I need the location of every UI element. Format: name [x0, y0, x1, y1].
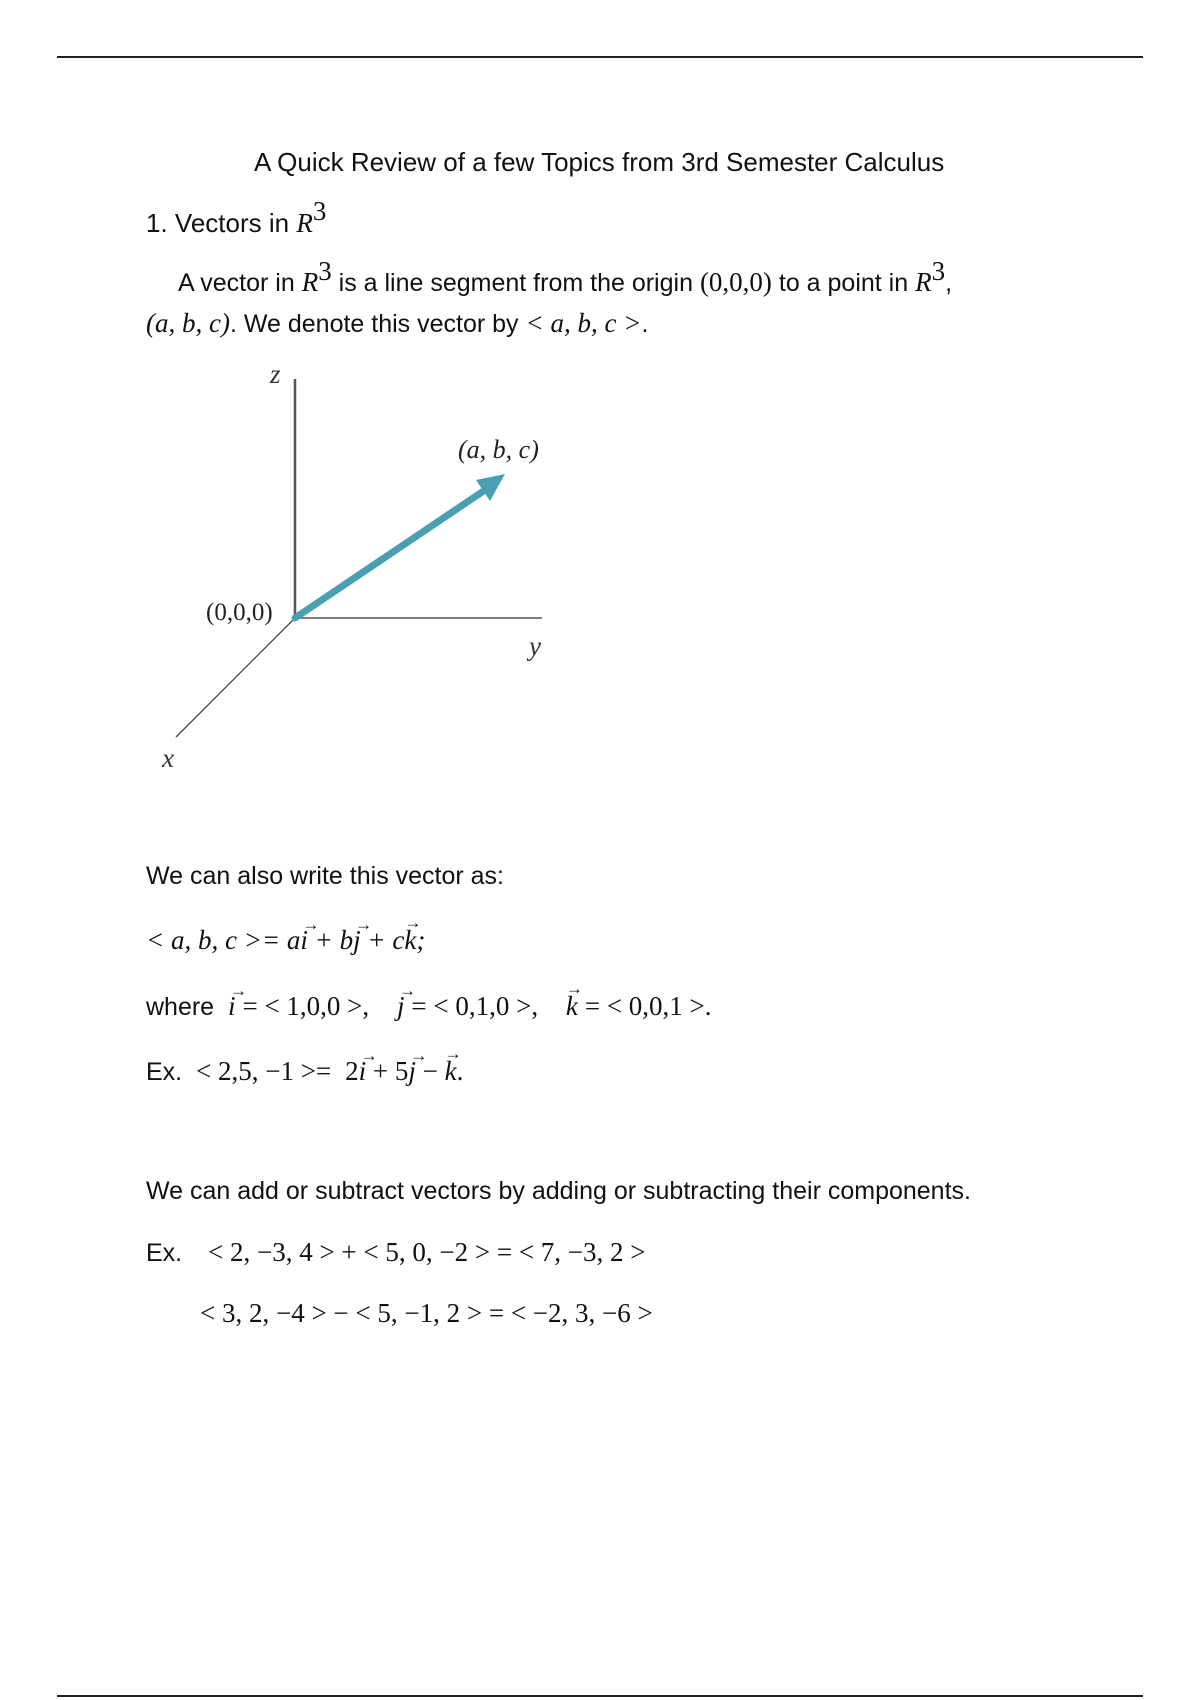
- axis-z-label: z: [270, 359, 281, 389]
- example-1-term1: 2: [345, 1056, 359, 1086]
- formula-semicolon: ;: [416, 925, 426, 955]
- formula-lhs: < a, b, c >= a: [146, 925, 301, 955]
- addition-example-line-2: < 3, 2, −4 > − < 5, −1, 2 > = < −2, 3, −6 >: [200, 1298, 653, 1328]
- section-number: 1.: [146, 208, 168, 238]
- section-heading: [146, 196, 327, 239]
- intro-line-1: [178, 255, 953, 299]
- def-i-value: = < 1,0,0 >,: [242, 991, 370, 1021]
- where-label: where: [146, 993, 215, 1021]
- addition-example-line-1: < 2, −3, 4 > + < 5, 0, −2 > = < 7, −3, 2 >: [208, 1237, 646, 1267]
- intro-line-2: [146, 307, 648, 340]
- example-1-i: → i: [359, 1055, 367, 1087]
- example-1: [146, 1055, 463, 1088]
- intro-comma: ,: [945, 269, 953, 297]
- section-symbol: R: [296, 208, 313, 238]
- example-1-end: .: [456, 1056, 464, 1086]
- top-rule: [57, 56, 1143, 58]
- page-title: A Quick Review of a few Topics from 3rd Semester Calculus: [254, 147, 945, 177]
- axis-y-label: y: [529, 631, 541, 661]
- intro-exp-2: 3: [931, 255, 946, 286]
- example-1-term2: + 5: [366, 1056, 409, 1086]
- unit-i: → i: [300, 924, 308, 956]
- intro-text-d: . We denote this vector by: [229, 310, 519, 338]
- def-j-value: = < 0,1,0 >,: [411, 991, 539, 1021]
- unit-j: → j: [353, 924, 361, 956]
- intro-text-b: is a line segment from the origin: [338, 269, 693, 297]
- intro-symbol-r: R: [301, 267, 319, 297]
- x-axis: [176, 618, 295, 737]
- formula-plus-b: + b: [307, 925, 354, 955]
- formula-plus-c: + c: [360, 925, 405, 955]
- example-1-label: Ex.: [146, 1058, 183, 1086]
- unit-definitions: [146, 990, 712, 1023]
- def-k-symbol: → k: [566, 990, 578, 1022]
- section-exponent: 3: [312, 196, 327, 227]
- vector-diagram: [140, 355, 560, 775]
- axis-x-label: x: [162, 743, 174, 773]
- intro-origin: (0,0,0): [699, 267, 772, 297]
- alt-form-formula: [146, 924, 425, 957]
- example-1-term3: −: [415, 1056, 445, 1086]
- intro-point: (a, b, c): [146, 308, 230, 338]
- unit-k: → k: [404, 924, 416, 956]
- addition-text: We can add or subtract vectors by adding or subtracting their components.: [146, 1177, 971, 1205]
- def-k-value: = < 0,0,1 >.: [584, 991, 712, 1021]
- example-1-lhs: < 2,5, −1 >=: [196, 1056, 332, 1086]
- intro-notation: < a, b, c >: [525, 308, 642, 338]
- origin-label: (0,0,0): [206, 599, 273, 626]
- intro-exp: 3: [318, 255, 332, 286]
- endpoint-label: (a, b, c): [458, 435, 539, 464]
- intro-symbol-r-2: R: [915, 267, 932, 297]
- bottom-rule: [57, 1695, 1143, 1697]
- section-label: Vectors in: [174, 208, 290, 238]
- example-1-j: → j: [408, 1055, 416, 1087]
- def-j-symbol: → j: [397, 990, 405, 1022]
- intro-period: .: [641, 310, 649, 338]
- addition-example-label: Ex.: [146, 1239, 183, 1267]
- intro-text-a: A vector in: [178, 269, 295, 297]
- def-i-symbol: → i: [228, 990, 236, 1022]
- intro-text-c: to a point in: [778, 269, 909, 297]
- position-vector: [295, 490, 485, 618]
- example-1-k: → k: [445, 1055, 457, 1087]
- alt-form-text: We can also write this vector as:: [146, 862, 505, 890]
